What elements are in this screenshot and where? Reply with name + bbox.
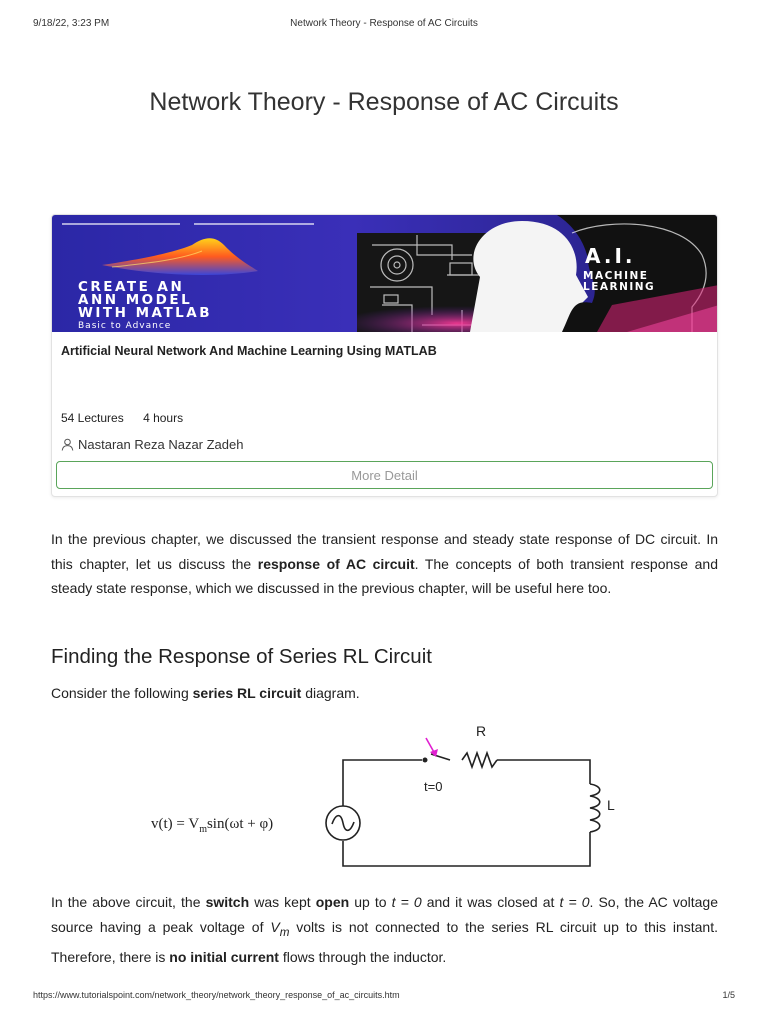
- inductor-label: L: [607, 797, 615, 813]
- intro-text-2: . The concepts of both transient response and steady state response, which we discussed in the previous chapter, will be useful here too.: [51, 555, 718, 596]
- above-text-3: up to: [349, 894, 392, 910]
- switch-label: t=0: [424, 779, 443, 794]
- course-meta: [61, 411, 199, 425]
- page-title: Network Theory - Response of AC Circuits: [149, 88, 619, 116]
- consider-text-2: diagram.: [301, 685, 360, 701]
- more-detail-button[interactable]: More Detail: [56, 461, 713, 489]
- banner-ml-2: LEARNING: [583, 281, 656, 293]
- banner-ai-label: A.I.: [585, 244, 636, 268]
- above-text-6: volts is not connected to the series RL circuit up to this instant. Therefore, there is: [51, 918, 719, 965]
- intro-bold-1: response of AC circuit: [257, 555, 415, 572]
- intro-text-1: In the previous chapter, we discussed the transient response and steady state response of DC circuit. In this chapter, let us discuss the: [51, 531, 718, 572]
- print-url: https://www.tutorialspoint.com/network_theory/network_theory_response_of_ac_circuits.htm: [33, 990, 400, 1000]
- above-italic-2: t = 0: [559, 894, 590, 910]
- course-lectures: 54 Lectures: [61, 411, 124, 425]
- resistor-label: R: [476, 723, 487, 739]
- banner-headline-3: WITH MATLAB: [78, 305, 213, 321]
- print-footer: [33, 990, 735, 1002]
- print-date: 9/18/22, 3:23 PM: [33, 18, 110, 29]
- above-italic-1: t = 0: [391, 894, 422, 910]
- above-text-7: flows through the inductor.: [278, 948, 447, 965]
- consider-bold-1: series RL circuit: [192, 685, 302, 701]
- course-author-name: Nastaran Reza Nazar Zadeh: [78, 437, 244, 452]
- series-rl-circuit-diagram: [140, 716, 640, 876]
- above-text-2: was kept: [249, 894, 316, 910]
- print-header: [33, 18, 735, 32]
- consider-paragraph: [51, 681, 718, 706]
- source-equation: $v(t) = V_m\sin(\omega t + \varphi)$: [151, 816, 274, 835]
- above-bold-3: no initial current: [169, 948, 279, 965]
- intro-paragraph: [51, 527, 718, 601]
- consider-text-1: Consider the following: [51, 685, 193, 701]
- course-banner[interactable]: [52, 215, 718, 332]
- course-title[interactable]: Artificial Neural Network And Machine Learning Using MATLAB: [61, 344, 437, 358]
- banner-headline-2: ANN MODEL: [78, 292, 193, 308]
- above-bold-1: switch: [205, 894, 250, 910]
- print-page-number: 1/5: [722, 990, 735, 1000]
- above-text-4: and it was closed at: [421, 894, 560, 910]
- user-icon: [61, 438, 74, 451]
- course-duration: 4 hours: [143, 411, 184, 425]
- print-page-title: Network Theory - Response of AC Circuits: [290, 18, 478, 29]
- banner-headline-1: CREATE AN: [78, 279, 185, 295]
- above-bold-2: open: [315, 894, 350, 910]
- banner-ml-1: MACHINE: [583, 270, 649, 282]
- banner-subline: Basic to Advance: [78, 321, 172, 331]
- above-paragraph: [51, 890, 718, 969]
- above-text-1: In the above circuit, the: [51, 894, 206, 910]
- above-italic-vm: $V_m$: [270, 918, 290, 939]
- course-author: [61, 437, 243, 452]
- section-heading: Finding the Response of Series RL Circuit: [51, 645, 432, 668]
- course-card[interactable]: [51, 214, 718, 497]
- above-text-5: . So, the AC voltage source having a peak voltage of: [51, 894, 718, 935]
